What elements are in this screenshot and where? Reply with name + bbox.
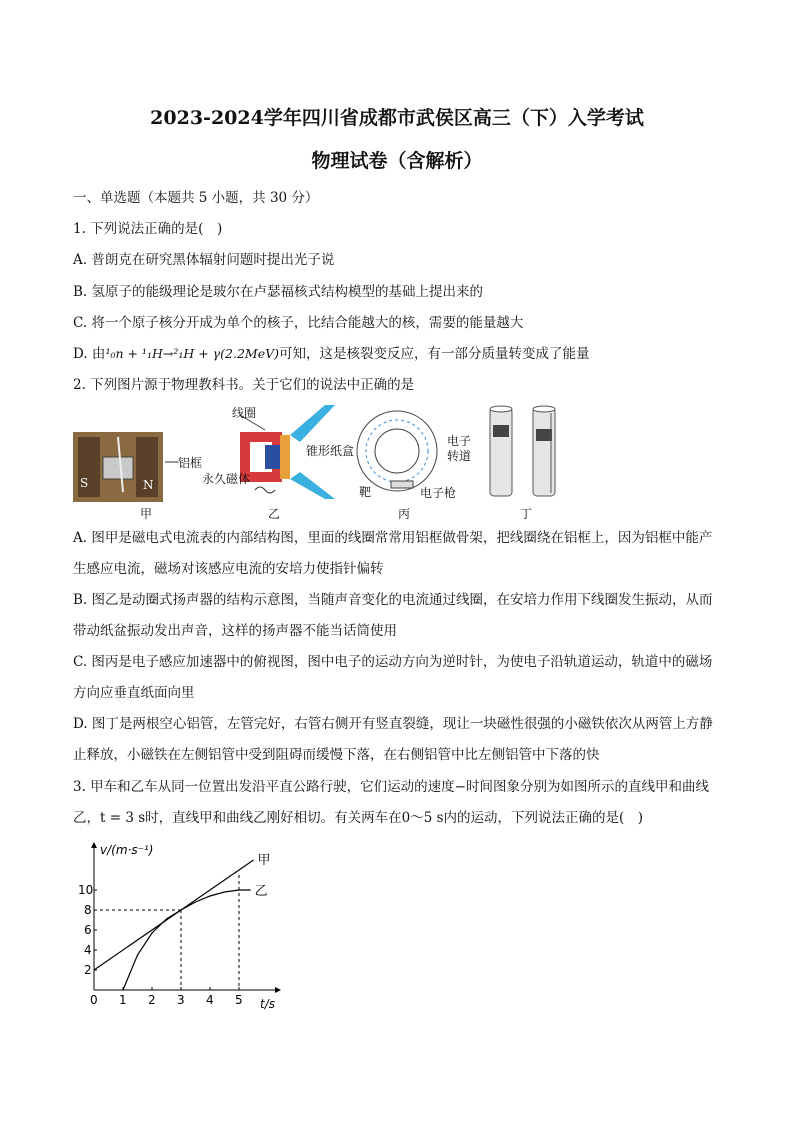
vt-chart bbox=[80, 840, 300, 1015]
fig-bing-caption: 丙 bbox=[398, 507, 411, 521]
series-label-jia: 甲 bbox=[257, 853, 271, 868]
q1-option-d bbox=[73, 342, 590, 362]
q1-d-formula: ¹₀n + ¹₁H→²₁H + γ(2.2MeV) bbox=[105, 346, 279, 361]
x-tick-label: 3 bbox=[177, 993, 185, 1007]
fig-yi-zhuixing: 锥形纸盒 bbox=[306, 444, 355, 458]
title-line-2: 物理试卷（含解析） bbox=[311, 150, 483, 172]
fig-yi-yongjiu: 永久磁体 bbox=[202, 472, 251, 486]
q2-option-a: A. 图甲是磁电式电流表的内部结构图，里面的线圈常常用铝框做骨架，把线圈绕在铝框上，因为铝框中能产生感应电流，磁场对该感应电流的安培力使指针偏转 bbox=[73, 530, 713, 577]
x-tick-label: 2 bbox=[148, 993, 156, 1007]
q1-option-a: A. 普朗克在研究黑体辐射问题时提出光子说 bbox=[73, 252, 335, 268]
x-tick-label: 0 bbox=[90, 993, 98, 1007]
title-line-1: 2023-2024学年四川省成都市武侯区高三（下）入学考试 bbox=[150, 107, 644, 129]
q1-option-b: B. 氢原子的能级理论是玻尔在卢瑟福核式结构模型的基础上提出来的 bbox=[73, 284, 484, 300]
y-tick-label: 10 bbox=[78, 883, 94, 897]
q1-option-c: C. 将一个原子核分开成为单个的核子，比结合能越大的核，需要的能量越大 bbox=[73, 315, 524, 331]
fig-yi-xianquan: 线圈 bbox=[232, 406, 257, 420]
x-axis-label: t/s bbox=[260, 997, 275, 1011]
y-tick-label: 8 bbox=[84, 903, 92, 917]
fig-ding-caption: 丁 bbox=[520, 507, 533, 521]
y-tick-label: 2 bbox=[84, 963, 92, 977]
y-axis-label: v/(m·s⁻¹) bbox=[100, 843, 154, 857]
fig-jia-lvkuang: 铝框 bbox=[178, 456, 203, 470]
q2-option-c: C. 图丙是电子感应加速器中的俯视图，图中电子的运动方向为逆时针，为使电子沿轨道运动，轨道中的磁场方向应垂直纸面向里 bbox=[73, 654, 713, 701]
q2-option-b: B. 图乙是动圈式扬声器的结构示意图，当随声音变化的电流通过线圈，在安培力作用下线圈发生振动，从而带动纸盆振动发出声音，这样的扬声器不能当话筒使用 bbox=[73, 592, 713, 639]
q2-stem: 2. 下列图片源于物理教科书。关于它们的说法中正确的是 bbox=[73, 377, 415, 393]
x-tick-label: 5 bbox=[235, 993, 243, 1007]
q1-d-suffix: 可知，这是核裂变反应，有一部分质量转变成了能量 bbox=[279, 346, 590, 362]
fig-bing-ba: 靶 bbox=[359, 485, 372, 499]
fig-bing-dianzi: 电子 bbox=[447, 434, 472, 448]
figure-ding bbox=[485, 403, 565, 498]
x-axis-arrow bbox=[275, 987, 281, 993]
q2-option-d: D. 图丁是两根空心铝管，左管完好，右管右侧开有竖直裂缝，现让一块磁性很强的小磁铁依次从两管上方静止释放，小磁铁在左侧铝管中受到阻碍而缓慢下落，在右侧铝管中比左侧铝管中下落的快 bbox=[73, 716, 713, 763]
fig-yi-caption: 乙 bbox=[268, 507, 281, 521]
fig-jia-n: N bbox=[143, 478, 154, 492]
section-heading: 一、单选题（本题共 5 小题，共 30 分） bbox=[73, 190, 319, 206]
series-label-yi: 乙 bbox=[254, 884, 268, 899]
x-tick-label: 4 bbox=[206, 993, 214, 1007]
series-line-yi bbox=[123, 890, 251, 990]
fig-bing-dianziqiang: 电子枪 bbox=[420, 486, 457, 500]
y-axis-arrow bbox=[91, 842, 97, 848]
fig-jia-caption: 甲 bbox=[140, 507, 153, 521]
q1-stem: 1. 下列说法正确的是( ) bbox=[73, 221, 223, 237]
x-tick-label: 1 bbox=[119, 993, 127, 1007]
q3-stem: 3. 甲车和乙车从同一位置出发沿平直公路行驶，它们运动的速度−时间图象分别为如图所示的直线甲和曲线乙，t = 3 s时，直线甲和曲线乙刚好相切。有关两车在0～5 s内的运动，下列说法正确的是( ) bbox=[73, 779, 709, 826]
q1-d-prefix: D. 由 bbox=[73, 346, 106, 362]
y-tick-label: 4 bbox=[84, 943, 92, 957]
fig-bing-zhuandao: 转道 bbox=[447, 449, 472, 463]
fig-jia-s: S bbox=[80, 476, 89, 490]
y-tick-label: 6 bbox=[84, 923, 92, 937]
